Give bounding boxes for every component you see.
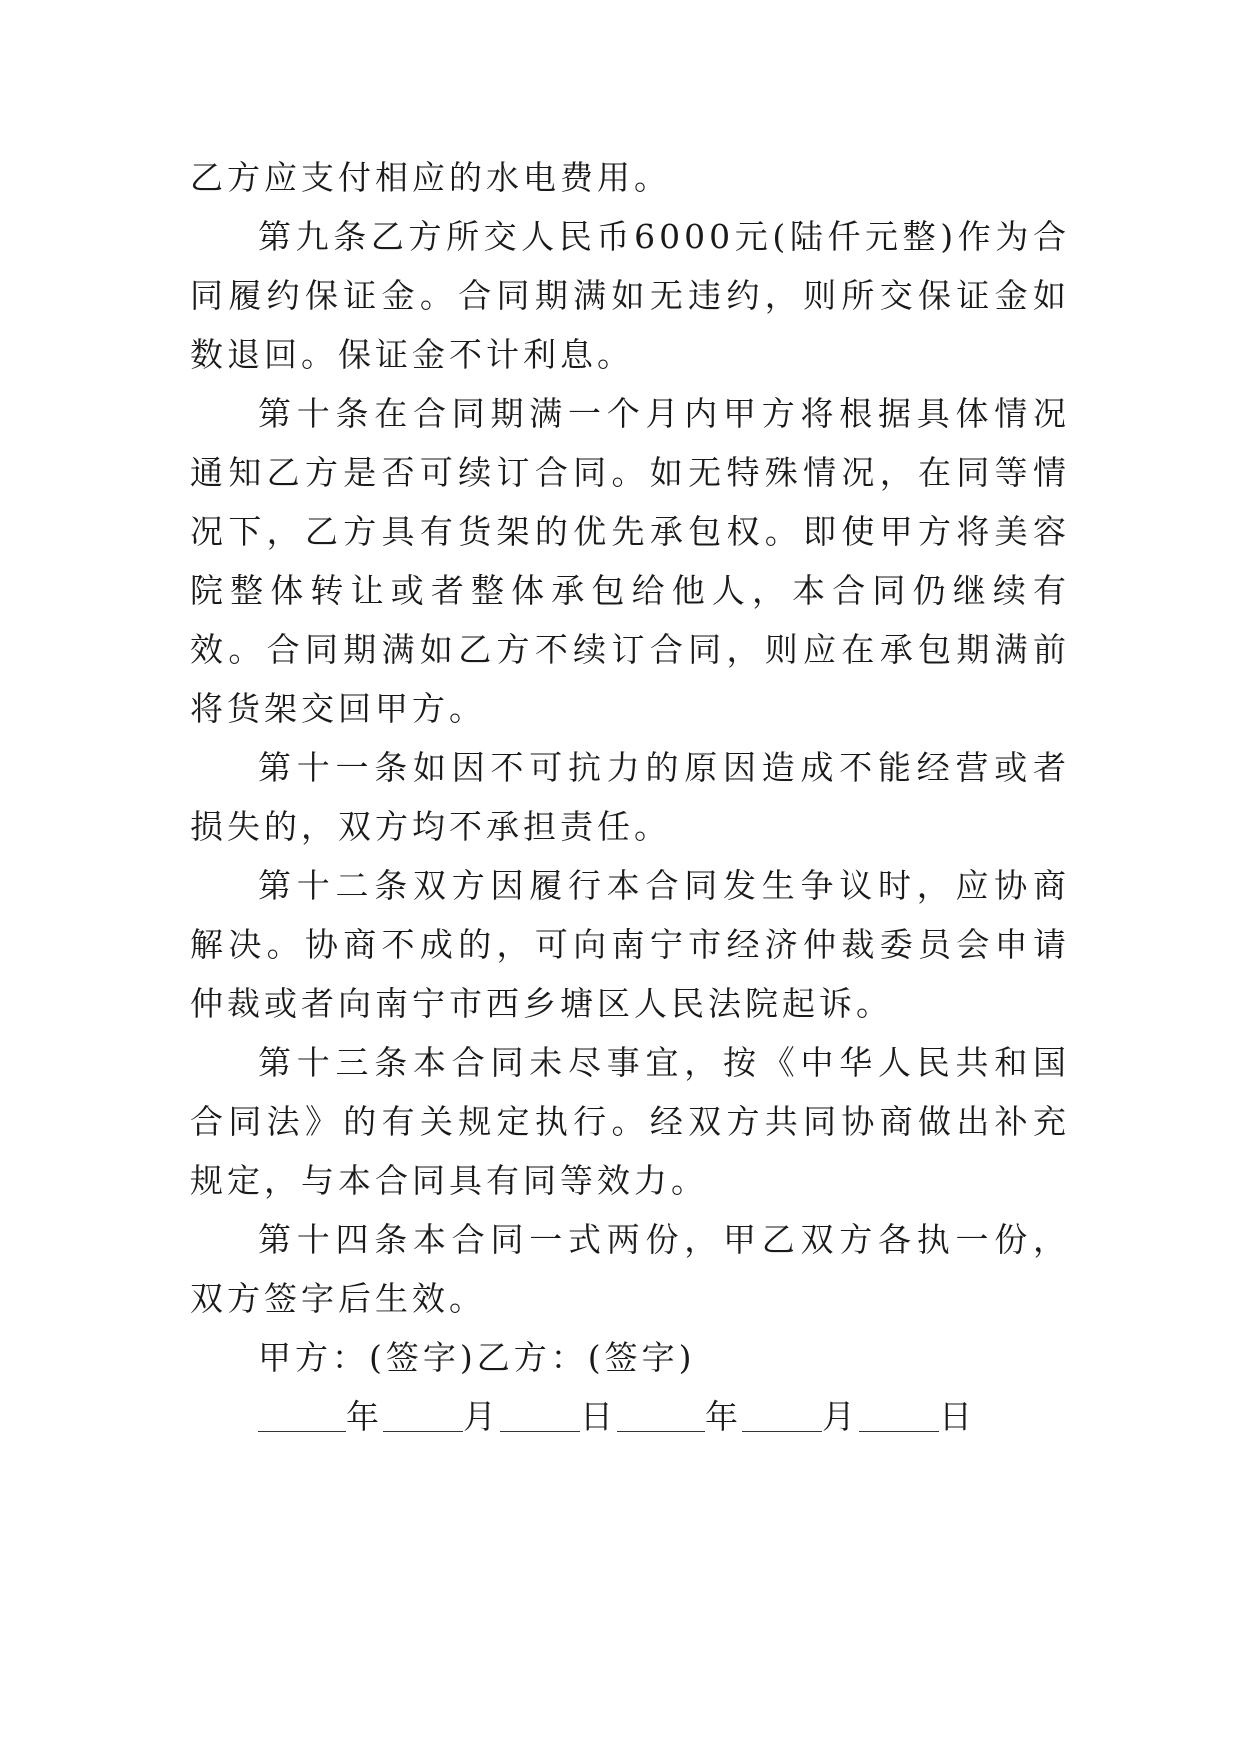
party-a-year-label: 年 <box>346 1397 383 1436</box>
party-a-month-blank <box>383 1401 463 1432</box>
party-a-year-blank <box>258 1401 346 1432</box>
paragraph-article-12: 第十二条双方因履行本合同发生争议时，应协商解决。协商不成的，可向南宁市经济仲裁委员会申请仲裁或者向南宁市西乡塘区人民法院起诉。 <box>190 866 1070 1023</box>
paragraph-article-11: 第十一条如因不可抗力的原因造成不能经营或者损失的，双方均不承担责任。 <box>190 748 1070 846</box>
party-b-year-blank <box>617 1401 705 1432</box>
contract-body <box>190 148 1070 1446</box>
paragraph-article-10: 第十条在合同期满一个月内甲方将根据具体情况通知乙方是否可续订合同。如无特殊情况，在同等情况下，乙方具有货架的优先承包权。即使甲方将美容院整体转让或者整体承包给他人，本合同仍继续有效。合同期满如乙方不续订合同，则应在承包期满前将货架交回甲方。 <box>190 394 1070 728</box>
party-b-day-blank <box>859 1401 939 1432</box>
signature-line: 甲方：(签字)乙方：(签字) <box>258 1338 696 1377</box>
date-line <box>190 1387 1070 1446</box>
party-b-month-label: 月 <box>822 1397 859 1436</box>
party-a-day-blank <box>500 1401 580 1432</box>
paragraph-article-9: 第九条乙方所交人民币6000元(陆仟元整)作为合同履约保证金。合同期满如无违约，则所交保证金如数退回。保证金不计利息。 <box>190 217 1070 374</box>
party-b-day-label: 日 <box>939 1397 976 1436</box>
party-a-day-label: 日 <box>580 1397 617 1436</box>
paragraph-utilities: 乙方应支付相应的水电费用。 <box>190 158 671 197</box>
party-b-month-blank <box>742 1401 822 1432</box>
party-a-month-label: 月 <box>463 1397 500 1436</box>
paragraph-article-14: 第十四条本合同一式两份，甲乙双方各执一份，双方签字后生效。 <box>190 1220 1070 1318</box>
party-b-year-label: 年 <box>705 1397 742 1436</box>
paragraph-article-13: 第十三条本合同未尽事宜，按《中华人民共和国合同法》的有关规定执行。经双方共同协商做出补充规定，与本合同具有同等效力。 <box>190 1043 1070 1200</box>
